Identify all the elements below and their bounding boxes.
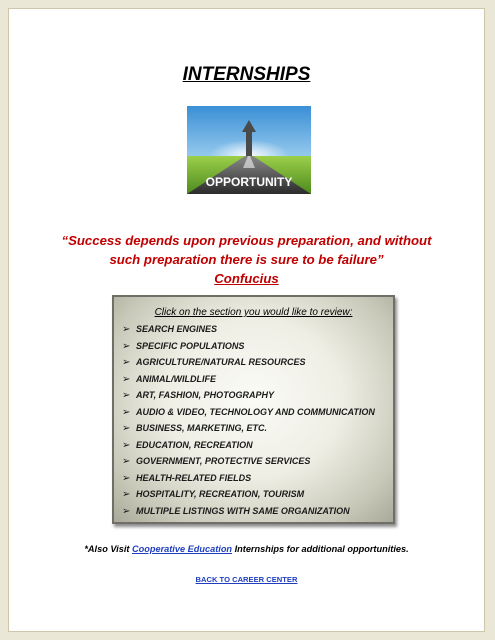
opportunity-road-image [187,106,311,194]
arrow-bullet-icon: ➢ [122,505,131,517]
menu-item-label: GOVERNMENT, PROTECTIVE SERVICES [136,456,311,466]
arrow-bullet-icon: ➢ [122,324,131,335]
road-text: OPPORTUNITY [205,175,293,189]
back-link-row [9,575,484,584]
menu-item[interactable] [122,486,393,503]
menu-item[interactable] [122,321,393,338]
arrow-bullet-icon: ➢ [122,456,131,467]
visit-suffix: Internships for additional opportunities. [232,544,409,554]
arrow-bullet-icon: ➢ [122,406,131,418]
menu-item-label: SPECIFIC POPULATIONS [136,340,245,351]
arrow-bullet-icon: ➢ [122,340,131,352]
menu-item-label: BUSINESS, MARKETING, ETC. [136,423,268,433]
menu-heading: Click on the section you would like to review: [154,307,353,318]
menu-item-label: ANIMAL/WILDLIFE [136,373,216,384]
arrow-bullet-icon: ➢ [122,357,131,368]
menu-item[interactable] [122,338,393,355]
menu-item[interactable] [122,404,393,421]
document-page [8,8,485,632]
menu-item[interactable] [122,371,393,388]
section-menu [112,295,395,524]
visit-note [9,544,484,554]
visit-prefix: *Also Visit [84,544,132,554]
quote-line-2: such preparation there is sure to be failure” [109,252,384,267]
menu-item-label: HEALTH-RELATED FIELDS [136,472,252,483]
menu-item-label: EDUCATION, RECREATION [136,439,253,450]
arrow-bullet-icon: ➢ [122,373,131,385]
menu-item[interactable] [122,354,393,371]
menu-item-label: SEARCH ENGINES [136,324,218,334]
section-list [114,321,393,519]
arrow-bullet-icon: ➢ [122,472,131,484]
menu-item[interactable] [122,387,393,404]
quote-line-1: “Success depends upon previous preparation, and without [61,233,432,248]
arrow-bullet-icon: ➢ [122,439,131,451]
menu-item[interactable] [122,437,393,454]
menu-item[interactable] [122,453,393,470]
menu-item[interactable] [122,503,393,520]
menu-item-label: HOSPITALITY, RECREATION, TOURISM [136,489,305,499]
quote-block [9,231,484,288]
arrow-bullet-icon: ➢ [122,390,131,401]
page-title: INTERNSHIPS [182,64,311,85]
back-to-career-center-link[interactable]: BACK TO CAREER CENTER [195,575,298,584]
arrow-bullet-icon: ➢ [122,423,131,434]
quote-author: Confucius [214,271,279,286]
cooperative-education-link[interactable]: Cooperative Education [131,544,233,554]
menu-item-label: AGRICULTURE/NATURAL RESOURCES [136,357,306,367]
road-illustration [187,106,311,194]
menu-item-label: ART, FASHION, PHOTOGRAPHY [136,390,275,400]
arrow-bullet-icon: ➢ [122,489,131,500]
menu-item[interactable] [122,420,393,437]
menu-item-label: MULTIPLE LISTINGS WITH SAME ORGANIZATION [136,505,350,516]
menu-item-label: AUDIO & VIDEO, TECHNOLOGY AND COMMUNICATION [136,406,375,417]
menu-item[interactable] [122,470,393,487]
